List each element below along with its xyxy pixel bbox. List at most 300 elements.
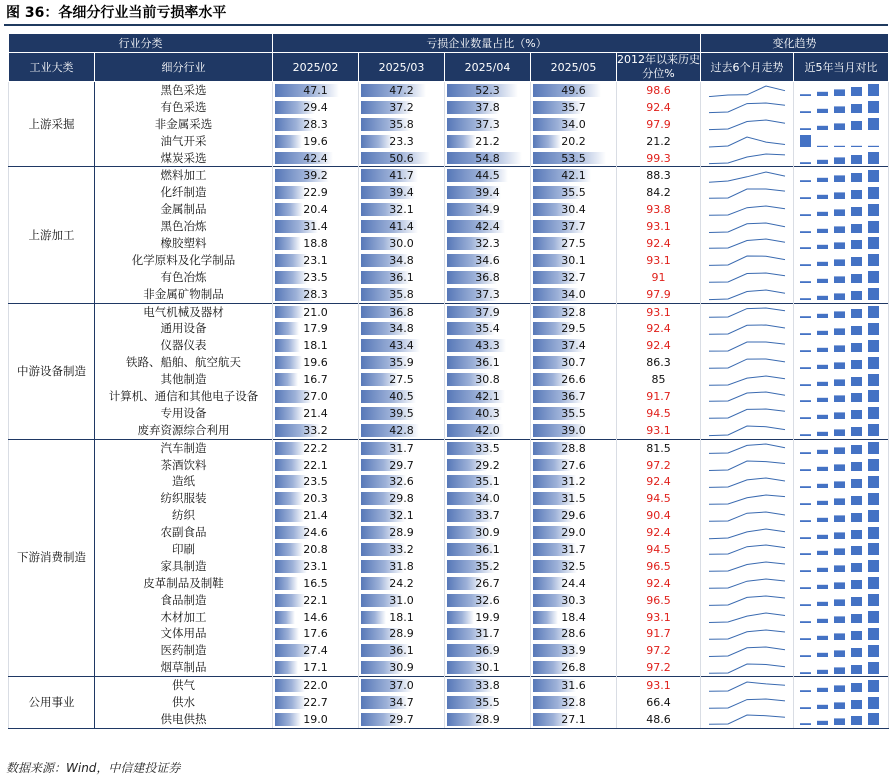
minibar — [868, 560, 879, 572]
historical-percentile: 92.4 — [617, 575, 701, 592]
historical-percentile: 96.5 — [617, 592, 701, 609]
sparkline-path — [709, 529, 785, 539]
minibar — [817, 518, 828, 522]
minibar — [800, 418, 811, 420]
sparkline-path — [709, 579, 785, 588]
data-bar — [275, 203, 303, 216]
loss-share-cell — [445, 659, 531, 676]
sub-industry-name: 化学原料及化学制品 — [95, 252, 273, 269]
table-row — [9, 439, 889, 456]
loss-share-cell — [445, 201, 531, 218]
loss-share-value: 30.1 — [561, 253, 586, 267]
loss-share-value: 37.2 — [389, 100, 414, 114]
minibar — [800, 367, 811, 369]
trend-sparkline-cell — [701, 473, 794, 490]
trend-sparkline — [707, 270, 787, 284]
loss-share-cell — [531, 82, 617, 99]
loss-share-cell — [445, 320, 531, 337]
five-year-minibars — [798, 339, 884, 353]
loss-share-value: 27.5 — [561, 236, 586, 250]
loss-share-value: 23.3 — [389, 134, 414, 148]
minibar — [834, 294, 845, 301]
historical-percentile: 93.1 — [617, 303, 701, 320]
loss-share-cell — [359, 405, 445, 422]
five-year-minibars — [798, 610, 884, 624]
five-year-minibars — [798, 492, 884, 506]
loss-share-value: 26.6 — [561, 373, 586, 387]
sub-industry-name: 金属制品 — [95, 201, 273, 218]
data-bar — [275, 509, 304, 522]
minibar — [834, 209, 845, 216]
historical-percentile: 97.2 — [617, 659, 701, 676]
loss-share-cell — [531, 694, 617, 711]
minibar — [851, 513, 862, 522]
minibar — [800, 128, 811, 130]
loss-share-cell — [273, 422, 359, 439]
minibar — [834, 379, 845, 386]
loss-share-cell — [531, 439, 617, 456]
data-bar — [533, 135, 561, 148]
loss-share-cell — [359, 609, 445, 626]
historical-percentile: 66.4 — [617, 694, 701, 711]
table-row — [9, 354, 889, 371]
loss-share-cell — [445, 150, 531, 167]
five-year-compare-cell — [794, 405, 889, 422]
minibar — [834, 667, 845, 674]
trend-sparkline-cell — [701, 659, 794, 676]
table-row — [9, 575, 889, 592]
loss-share-cell — [273, 354, 359, 371]
five-year-compare-cell — [794, 659, 889, 676]
trend-sparkline — [707, 627, 787, 641]
five-year-compare-cell — [794, 201, 889, 218]
sub-industry-name: 橡胶塑料 — [95, 235, 273, 252]
five-year-compare-cell — [794, 592, 889, 609]
sub-industry-name: 非金属矿物制品 — [95, 286, 273, 303]
five-year-minibars — [798, 373, 884, 387]
historical-percentile: 88.3 — [617, 167, 701, 184]
trend-sparkline — [707, 253, 787, 267]
loss-share-value: 36.1 — [389, 270, 414, 284]
data-bar — [275, 407, 304, 420]
loss-share-cell — [359, 99, 445, 116]
loss-share-value: 22.2 — [303, 441, 328, 455]
loss-share-value: 18.1 — [303, 339, 328, 353]
minibar — [800, 486, 811, 488]
minibar — [868, 611, 879, 623]
trend-sparkline — [707, 441, 787, 455]
minibar — [834, 583, 845, 590]
minibar — [834, 481, 845, 488]
trend-sparkline — [707, 610, 787, 624]
trend-sparkline-cell — [701, 303, 794, 320]
five-year-compare-cell — [794, 337, 889, 354]
loss-share-cell — [445, 133, 531, 150]
five-year-minibars — [798, 696, 884, 710]
loss-share-cell — [531, 642, 617, 659]
minibar — [817, 279, 828, 283]
minibar — [851, 190, 862, 199]
minibar — [868, 271, 879, 283]
loss-share-value: 27.6 — [561, 458, 586, 472]
minibar — [868, 146, 879, 147]
loss-share-value: 39.2 — [303, 169, 328, 183]
loss-share-cell — [445, 405, 531, 422]
loss-share-cell — [273, 642, 359, 659]
sparkline-path — [709, 154, 785, 164]
minibar — [868, 577, 879, 589]
data-bar — [275, 186, 306, 199]
loss-share-value: 53.5 — [561, 151, 586, 165]
sub-industry-name: 供气 — [95, 677, 273, 694]
historical-percentile: 85 — [617, 371, 701, 388]
five-year-minibars — [798, 542, 884, 556]
loss-share-cell — [273, 201, 359, 218]
minibar — [817, 348, 828, 352]
table-body — [9, 82, 889, 729]
minibar — [817, 501, 828, 505]
loss-share-cell — [273, 439, 359, 456]
loss-share-cell — [273, 269, 359, 286]
loss-share-value: 20.4 — [303, 203, 328, 217]
five-year-compare-cell — [794, 558, 889, 575]
minibar — [868, 594, 879, 606]
trend-sparkline-cell — [701, 694, 794, 711]
loss-share-value: 35.5 — [561, 186, 586, 200]
loss-share-cell — [531, 184, 617, 201]
table-row — [9, 286, 889, 303]
data-bar — [275, 459, 305, 472]
loss-share-value: 19.6 — [303, 356, 328, 370]
five-year-compare-cell — [794, 320, 889, 337]
data-bar — [275, 628, 299, 641]
table-row — [9, 473, 889, 490]
loss-share-value: 40.5 — [389, 389, 414, 403]
minibar — [834, 498, 845, 505]
minibar — [817, 467, 828, 471]
five-year-minibars — [798, 712, 884, 726]
sub-industry-name: 茶酒饮料 — [95, 457, 273, 474]
five-year-compare-cell — [794, 388, 889, 405]
loss-share-value: 24.6 — [303, 526, 328, 540]
sparkline-path — [709, 495, 785, 504]
minibar — [800, 604, 811, 606]
minibar — [834, 362, 845, 369]
loss-share-value: 32.7 — [561, 270, 586, 284]
five-year-minibars — [798, 679, 884, 693]
loss-share-value: 32.5 — [561, 559, 586, 573]
loss-share-cell — [531, 167, 617, 184]
minibar — [851, 360, 862, 369]
loss-share-value: 42.1 — [561, 169, 586, 183]
minibar — [800, 298, 811, 300]
sparkline-path — [709, 715, 785, 724]
loss-share-cell — [531, 99, 617, 116]
trend-sparkline-cell — [701, 133, 794, 150]
loss-share-value: 28.8 — [561, 441, 586, 455]
trend-sparkline-cell — [701, 422, 794, 439]
minibar — [817, 178, 828, 182]
sparkline-path — [709, 342, 785, 351]
minibar — [800, 537, 811, 539]
loss-share-value: 35.5 — [475, 696, 500, 709]
loss-share-cell — [445, 609, 531, 626]
loss-share-cell — [445, 99, 531, 116]
five-year-minibars — [798, 593, 884, 607]
minibar — [868, 204, 879, 216]
loss-share-cell — [445, 626, 531, 643]
loss-share-value: 29.6 — [561, 509, 586, 523]
loss-share-value: 30.9 — [389, 661, 414, 675]
five-year-compare-cell — [794, 473, 889, 490]
loss-share-cell — [445, 677, 531, 694]
minibar — [834, 633, 845, 640]
trend-sparkline — [707, 287, 787, 301]
five-year-minibars — [798, 287, 884, 301]
loss-share-value: 31.6 — [561, 679, 586, 693]
trend-sparkline-cell — [701, 201, 794, 218]
loss-share-cell — [273, 133, 359, 150]
five-year-compare-cell — [794, 677, 889, 694]
loss-share-cell — [359, 82, 445, 99]
historical-percentile: 97.9 — [617, 116, 701, 133]
minibar — [834, 396, 845, 403]
table-row — [9, 507, 889, 524]
loss-share-cell — [359, 116, 445, 133]
sub-industry-name: 木材加工 — [95, 609, 273, 626]
loss-share-value: 50.6 — [389, 151, 414, 165]
trend-sparkline — [707, 423, 787, 437]
five-year-compare-cell — [794, 184, 889, 201]
loss-share-value: 29.0 — [561, 526, 586, 540]
minibar — [868, 170, 879, 182]
minibar — [800, 554, 811, 556]
loss-share-cell — [531, 116, 617, 133]
trend-sparkline-cell — [701, 439, 794, 456]
five-year-minibars — [798, 423, 884, 437]
loss-share-value: 27.1 — [561, 712, 586, 726]
loss-share-value: 34.9 — [475, 203, 500, 217]
minibar — [851, 597, 862, 606]
loss-share-value: 29.7 — [389, 712, 414, 726]
loss-share-cell — [531, 354, 617, 371]
trend-sparkline-cell — [701, 235, 794, 252]
minibar — [834, 226, 845, 233]
table-row — [9, 82, 889, 99]
loss-share-cell — [273, 150, 359, 167]
minibar — [851, 496, 862, 505]
loss-share-cell — [359, 490, 445, 507]
minibar — [800, 587, 811, 589]
loss-share-cell — [445, 457, 531, 474]
loss-share-value: 37.8 — [475, 100, 500, 114]
minibar — [868, 357, 879, 369]
data-bar — [275, 492, 303, 505]
loss-share-value: 36.8 — [389, 305, 414, 319]
loss-share-cell — [359, 473, 445, 490]
minibar — [834, 260, 845, 267]
loss-share-value: 33.8 — [475, 679, 500, 693]
sparkline-path — [709, 273, 785, 282]
group-label: 上游加工 — [9, 167, 95, 303]
loss-share-cell — [531, 541, 617, 558]
loss-share-value: 22.9 — [303, 186, 328, 200]
loss-share-value: 41.4 — [389, 220, 414, 234]
group-label: 公用事业 — [9, 677, 95, 729]
minibar — [800, 248, 811, 250]
minibar — [868, 152, 879, 164]
loss-share-cell — [359, 269, 445, 286]
minibar — [851, 155, 862, 164]
trend-sparkline — [707, 356, 787, 370]
loss-share-value: 47.1 — [303, 83, 328, 97]
five-year-minibars — [798, 220, 884, 234]
historical-percentile: 93.1 — [617, 218, 701, 235]
loss-share-cell — [359, 592, 445, 609]
minibar — [851, 683, 862, 692]
historical-percentile: 97.2 — [617, 642, 701, 659]
loss-share-cell — [273, 490, 359, 507]
historical-percentile: 93.8 — [617, 201, 701, 218]
header-major: 工业大类 — [9, 53, 95, 82]
loss-share-value: 54.8 — [475, 151, 500, 165]
minibar — [868, 543, 879, 555]
table-row — [9, 626, 889, 643]
loss-share-value: 35.5 — [561, 406, 586, 420]
loss-share-cell — [531, 422, 617, 439]
sparkline-path — [709, 426, 785, 436]
data-bar — [275, 594, 305, 607]
loss-share-cell — [273, 626, 359, 643]
five-year-minibars — [798, 627, 884, 641]
historical-percentile: 98.6 — [617, 82, 701, 99]
sparkline-path — [709, 189, 785, 198]
data-bar — [275, 611, 295, 624]
minibar — [851, 614, 862, 623]
loss-share-cell — [531, 626, 617, 643]
loss-share-value: 22.1 — [303, 593, 328, 607]
sub-industry-name: 电气机械及器材 — [95, 303, 273, 320]
minibar — [817, 721, 828, 725]
five-year-compare-cell — [794, 507, 889, 524]
historical-percentile: 92.4 — [617, 99, 701, 116]
loss-share-cell — [531, 575, 617, 592]
loss-share-value: 21.2 — [475, 134, 500, 148]
minibar — [800, 95, 811, 97]
sparkline-path — [709, 562, 785, 571]
loss-share-cell — [531, 558, 617, 575]
loss-share-cell — [273, 507, 359, 524]
data-bar — [275, 135, 302, 148]
loss-share-value: 31.2 — [561, 475, 586, 489]
loss-share-cell — [445, 439, 531, 456]
loss-share-value: 21.4 — [303, 509, 328, 523]
loss-share-cell — [445, 252, 531, 269]
loss-share-value: 26.7 — [475, 576, 500, 590]
loss-share-value: 19.0 — [303, 712, 328, 726]
minibar — [834, 532, 845, 539]
minibar — [868, 306, 879, 318]
loss-share-cell — [273, 99, 359, 116]
trend-sparkline — [707, 526, 787, 540]
loss-share-cell — [531, 269, 617, 286]
minibar — [851, 410, 862, 419]
minibar — [800, 316, 811, 318]
minibar — [800, 690, 811, 692]
five-year-compare-cell — [794, 286, 889, 303]
sub-industry-name: 仪器仪表 — [95, 337, 273, 354]
loss-share-value: 34.7 — [389, 696, 414, 709]
five-year-compare-cell — [794, 218, 889, 235]
table-row — [9, 609, 889, 626]
sparkline-path — [709, 206, 785, 215]
trend-sparkline-cell — [701, 388, 794, 405]
loss-share-value: 31.0 — [389, 593, 414, 607]
loss-share-value: 35.1 — [475, 475, 500, 489]
data-bar — [275, 254, 307, 267]
historical-percentile: 91.7 — [617, 388, 701, 405]
sub-industry-name: 汽车制造 — [95, 439, 273, 456]
figure-title: 图 36：各细分行业当前亏损率水平 — [6, 5, 227, 21]
minibar — [851, 716, 862, 725]
sub-industry-name: 印刷 — [95, 541, 273, 558]
minibar — [834, 464, 845, 471]
minibar — [800, 724, 811, 726]
data-bar — [361, 611, 386, 624]
loss-share-cell — [359, 711, 445, 728]
loss-share-cell — [531, 286, 617, 303]
loss-share-value: 36.1 — [389, 644, 414, 658]
minibar — [868, 323, 879, 335]
loss-share-value: 30.9 — [475, 526, 500, 540]
loss-share-value: 34.6 — [475, 253, 500, 267]
sub-industry-name: 有色采选 — [95, 99, 273, 116]
table-row — [9, 99, 889, 116]
minibar — [800, 707, 811, 709]
loss-share-cell — [531, 490, 617, 507]
data-bar — [275, 560, 307, 573]
sub-industry-name: 皮革制品及制鞋 — [95, 575, 273, 592]
loss-share-cell — [273, 659, 359, 676]
minibar — [868, 424, 879, 436]
loss-share-value: 32.6 — [475, 593, 500, 607]
loss-share-cell — [273, 371, 359, 388]
historical-percentile: 92.4 — [617, 524, 701, 541]
loss-share-cell — [445, 388, 531, 405]
trend-sparkline-cell — [701, 116, 794, 133]
trend-sparkline — [707, 406, 787, 420]
sub-industry-name: 供水 — [95, 694, 273, 711]
minibar — [800, 333, 811, 335]
sparkline-path — [709, 325, 785, 334]
five-year-minibars — [798, 270, 884, 284]
sub-industry-name: 黑色冶炼 — [95, 218, 273, 235]
loss-share-value: 17.6 — [303, 627, 328, 641]
minibar — [868, 493, 879, 505]
loss-share-value: 37.0 — [389, 679, 414, 693]
loss-share-value: 36.8 — [475, 270, 500, 284]
trend-sparkline — [707, 509, 787, 523]
data-bar — [275, 679, 305, 692]
loss-share-cell — [273, 694, 359, 711]
trend-sparkline — [707, 169, 787, 183]
five-year-minibars — [798, 186, 884, 200]
data-bar — [447, 611, 474, 624]
minibar — [817, 619, 828, 623]
historical-percentile: 94.5 — [617, 490, 701, 507]
loss-share-value: 34.0 — [475, 492, 500, 506]
trend-sparkline-cell — [701, 150, 794, 167]
